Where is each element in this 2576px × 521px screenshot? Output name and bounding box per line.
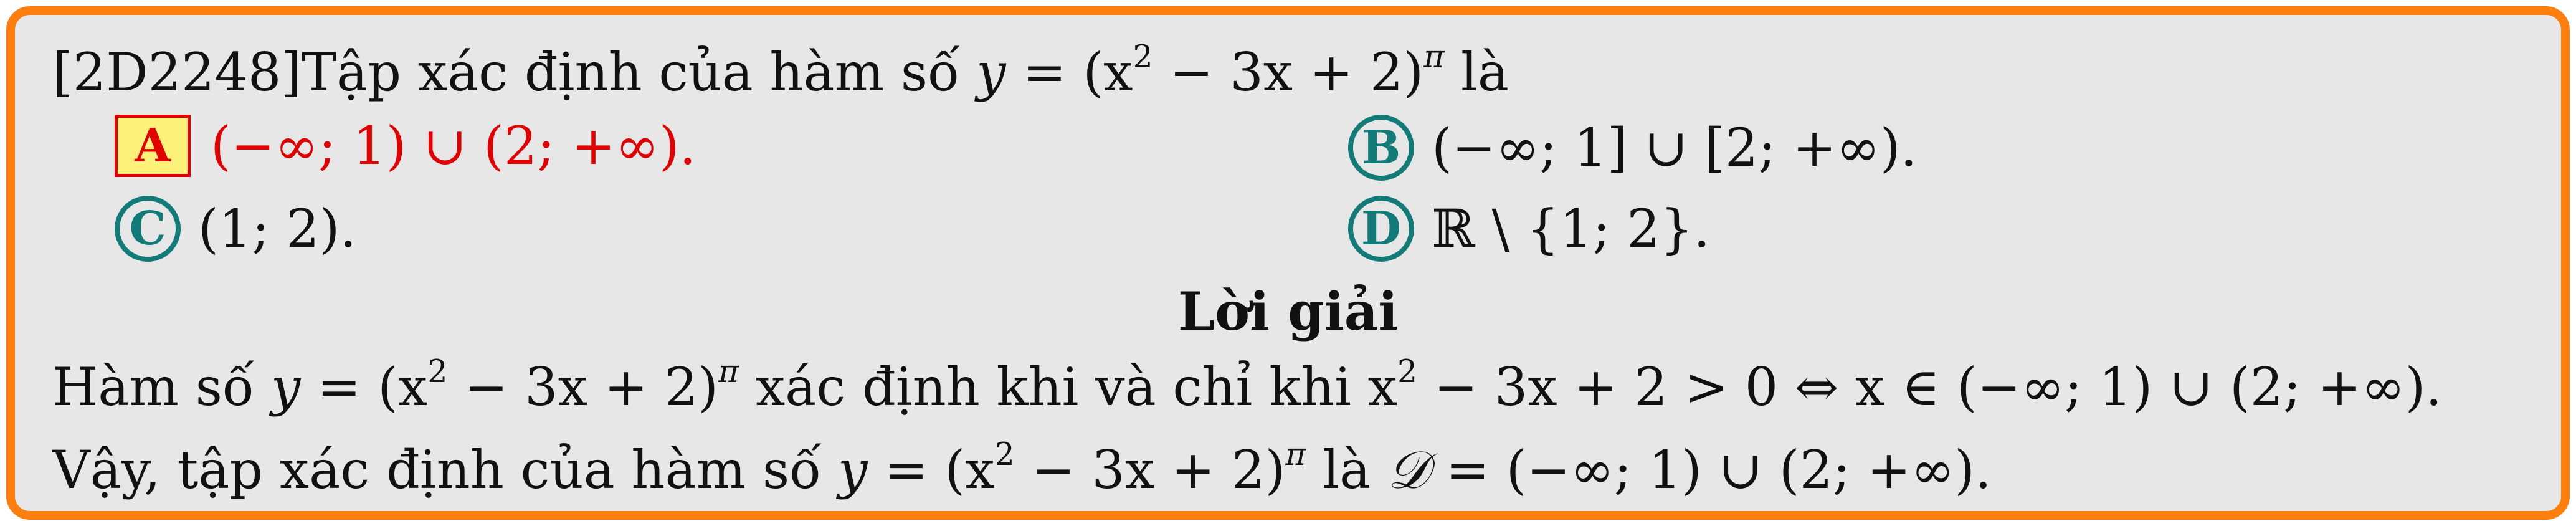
function-lhs: y <box>976 42 1006 103</box>
solution-line-2: Vậy, tập xác định của hàm số $y = (x^2 - 3x + 2)^\pi$ là 𝒟 = (−∞; 1) ∪ (2; +∞). <box>52 436 1992 500</box>
solution-heading: Lời giải <box>1177 280 1399 342</box>
option-c-badge: C <box>115 196 181 262</box>
option-d[interactable] <box>1348 196 1710 262</box>
option-d-badge: D <box>1348 196 1414 262</box>
option-a-badge: A <box>115 115 191 177</box>
option-a-text: (−∞; 1) ∪ (2; +∞). <box>211 115 696 176</box>
exercise-card <box>6 6 2570 520</box>
option-b-text: (−∞; 1] ∪ [2; +∞). <box>1432 117 1918 178</box>
solution-line-1: Hàm số $y = (x^2 - 3x + 2)^\pi$ xác định khi và chỉ khi $x^2 - 3x + 2 > 0$ ⇔ x ∈ (−∞; 1) ∪ (2; +∞). <box>52 353 2443 418</box>
option-a[interactable] <box>115 115 696 177</box>
question-suffix: là <box>1461 42 1509 103</box>
function-rhs: $(x^2 - 3x + 2)^\pi$ <box>1083 38 1445 103</box>
domain-symbol: 𝒟 <box>1387 439 1429 500</box>
question-stem: [2D2248]Tập xác định của hàm số $y = (x^2 - 3x + 2)^\pi$ là <box>52 38 1509 103</box>
question-text: Tập xác định của hàm số <box>302 42 960 103</box>
option-d-text: ℝ \ {1; 2}. <box>1432 198 1710 259</box>
option-c[interactable] <box>115 196 356 262</box>
option-c-text: (1; 2). <box>198 198 357 259</box>
option-b-badge: B <box>1348 115 1414 181</box>
question-id: [2D2248] <box>52 42 302 103</box>
option-b[interactable] <box>1348 115 1917 181</box>
